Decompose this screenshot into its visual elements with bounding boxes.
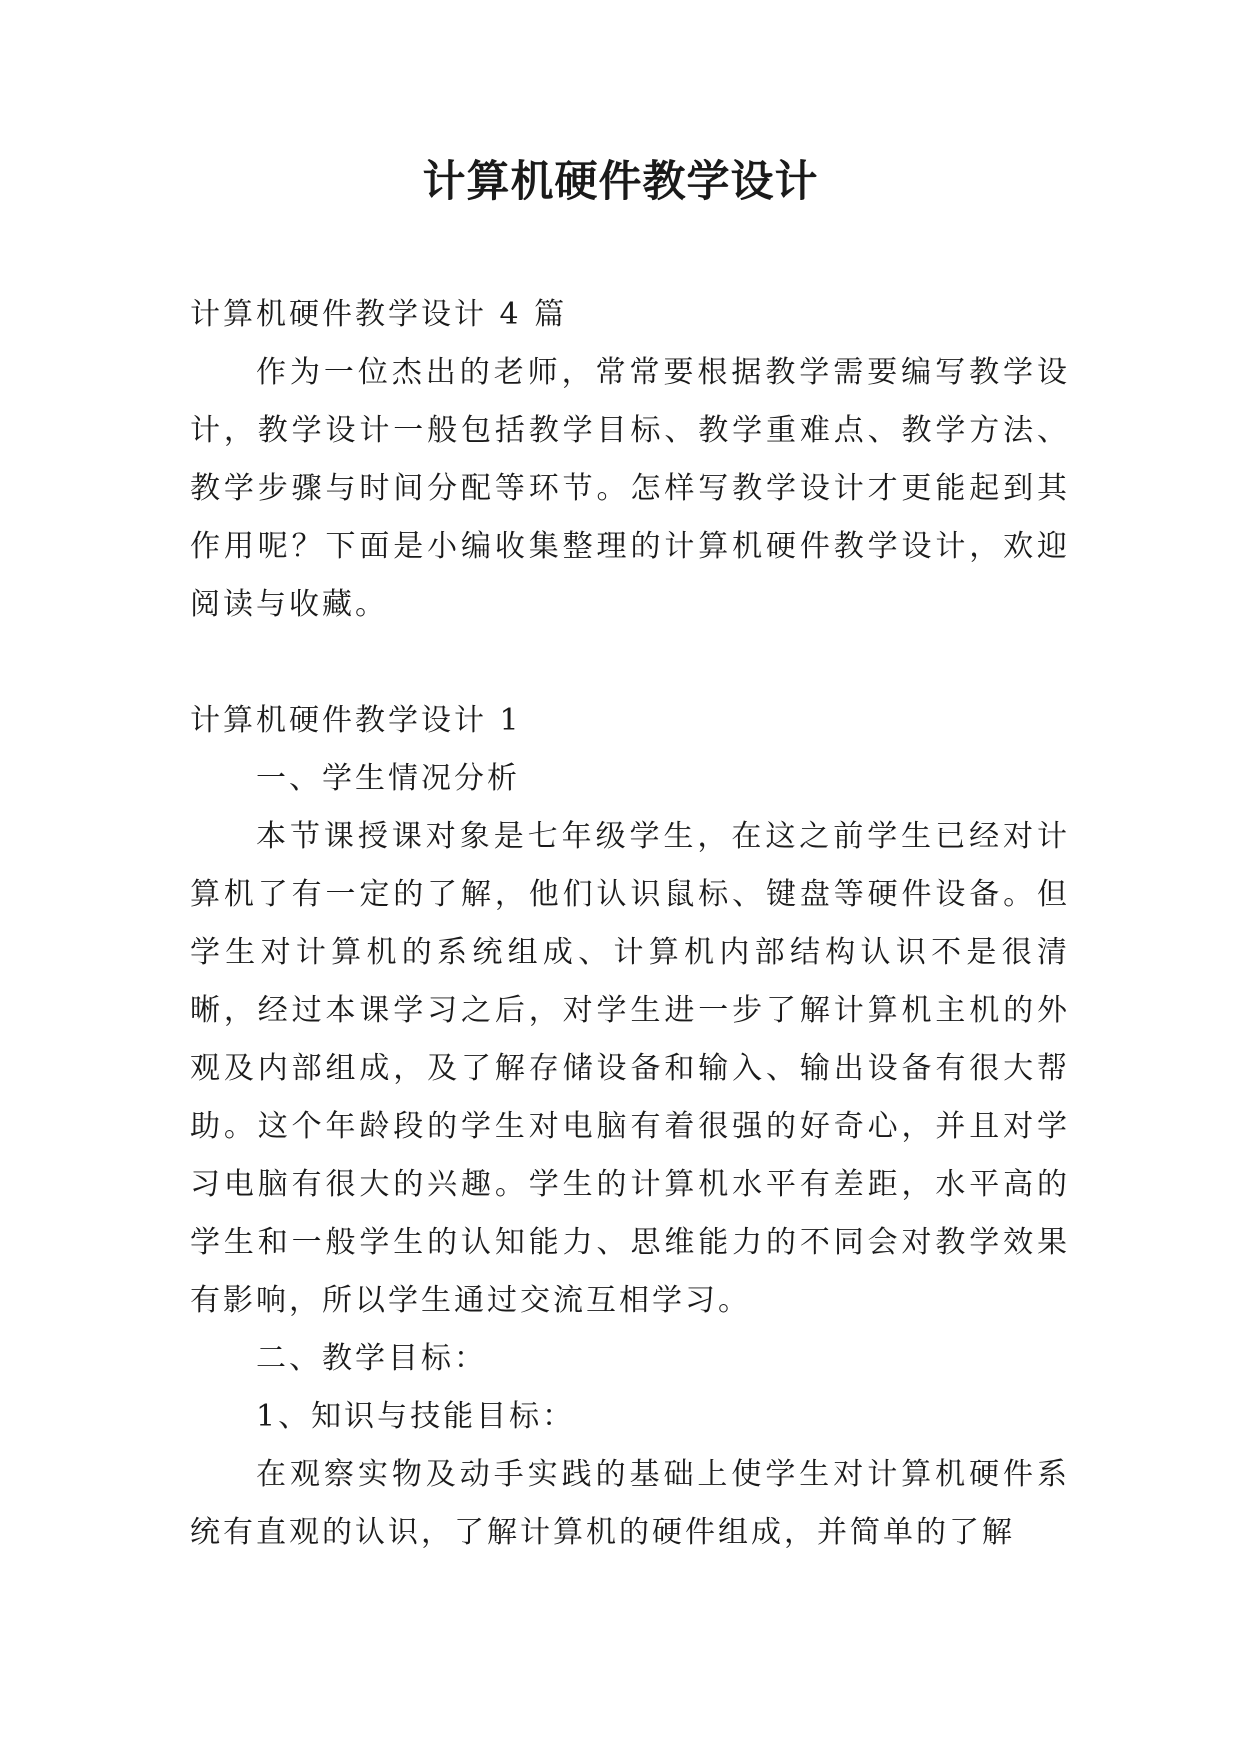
heading-teaching-goals: 二、教学目标： xyxy=(256,1341,487,1376)
section-heading: 计算机硬件教学设计 1 xyxy=(190,703,522,738)
heading-knowledge-skill-goals: 1、知识与技能目标： xyxy=(256,1399,576,1434)
paragraph-gap xyxy=(190,634,1070,692)
knowledge-skill-paragraph: 在观察实物及动手实践的基础上使学生对计算机硬件系统有直观的认识，了解计算机的硬件组成，并简单的了解 xyxy=(190,1457,1070,1550)
document-title: 计算机硬件教学设计 xyxy=(422,157,819,207)
student-analysis-paragraph: 本节课授课对象是七年级学生，在这之前学生已经对计算机了有一定的了解，他们认识鼠标、键盘等硬件设备。但学生对计算机的系统组成、计算机内部结构认识不是很清晰，经过本课学习之后，对学生进一步了解计算机主机的外观及内部组成，及了解存储设备和输入、输出设备有很大帮助。这个年龄段的学生对电脑有着很强的好奇心，并且对学习电脑有很大的兴趣。学生的计算机水平有差距，水平高的学生和一般学生的认知能力、思维能力的不同会对教学效果有影响，所以学生通过交流互相学习。 xyxy=(190,819,1070,1318)
document-body xyxy=(190,286,1070,1562)
intro-paragraph: 作为一位杰出的老师，常常要根据教学需要编写教学设计，教学设计一般包括教学目标、教学重难点、教学方法、教学步骤与时间分配等环节。怎样写教学设计才更能起到其作用呢？下面是小编收集整理的计算机硬件教学设计，欢迎阅读与收藏。 xyxy=(190,355,1070,622)
document-subtitle: 计算机硬件教学设计 4 篇 xyxy=(190,297,568,332)
heading-student-analysis: 一、学生情况分析 xyxy=(256,761,520,796)
